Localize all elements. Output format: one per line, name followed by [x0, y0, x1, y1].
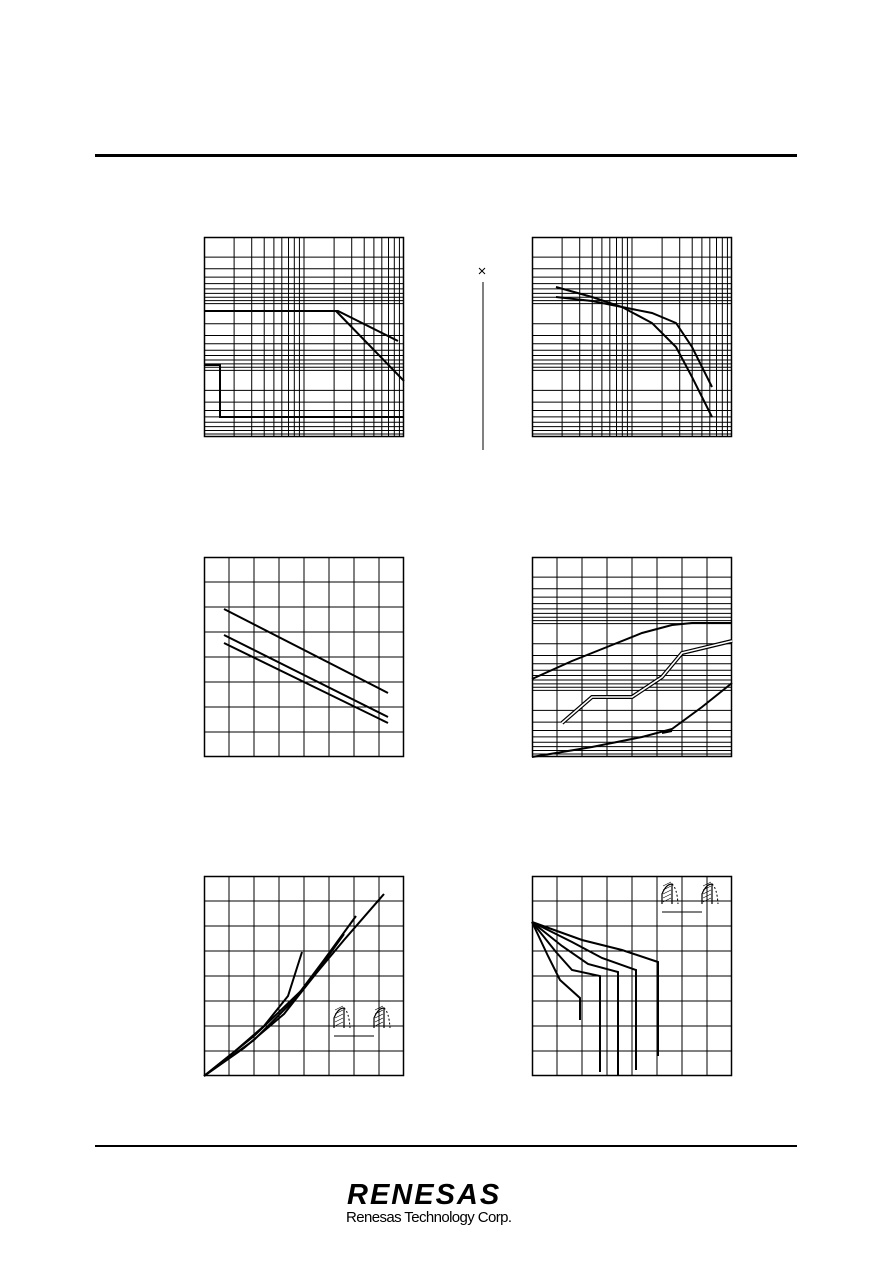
chart-4-svg [532, 557, 732, 757]
waveform-5-hatch-0-1 [335, 1018, 343, 1022]
chart-panel-5 [204, 876, 404, 1076]
chart-5-series-2 [204, 916, 356, 1076]
waveform-5-tail-1 [384, 1008, 390, 1028]
chart-6-svg [532, 876, 732, 1076]
svg-text:RENESAS: RENESAS [347, 1180, 502, 1210]
chart-1-svg [204, 237, 404, 437]
column-separator [477, 266, 489, 452]
waveform-6-hatch-0-1 [663, 894, 671, 898]
chart-5-series-4 [204, 952, 302, 1076]
footer-rule [95, 1145, 797, 1147]
chart-panel-4 [532, 557, 732, 757]
renesas-logo [345, 1180, 545, 1210]
chart-panel-2 [532, 237, 732, 437]
waveform-5-hatch-0-0 [335, 1022, 343, 1026]
chart-1-series-upper [204, 311, 398, 341]
chart-3-series-top [224, 609, 388, 693]
chart-5-svg [204, 876, 404, 1076]
chart-5-series-3 [204, 934, 344, 1076]
waveform-5-tail-0 [344, 1008, 350, 1028]
chart-6-series-1 [532, 922, 658, 1056]
chart-panel-6 [532, 876, 732, 1076]
chart-panel-1 [204, 237, 404, 437]
chart-2-svg [532, 237, 732, 437]
chart-3-series-mid [224, 635, 388, 717]
header-rule [95, 154, 797, 157]
chart-6-series-2 [532, 922, 636, 1070]
company-name: Renesas Technology Corp. [346, 1209, 512, 1226]
chart-3-series-low [224, 643, 388, 723]
chart-5-series-1 [204, 894, 384, 1076]
chart-3-svg [204, 557, 404, 757]
chart-panel-3 [204, 557, 404, 757]
renesas-logo-mark [345, 1180, 545, 1210]
